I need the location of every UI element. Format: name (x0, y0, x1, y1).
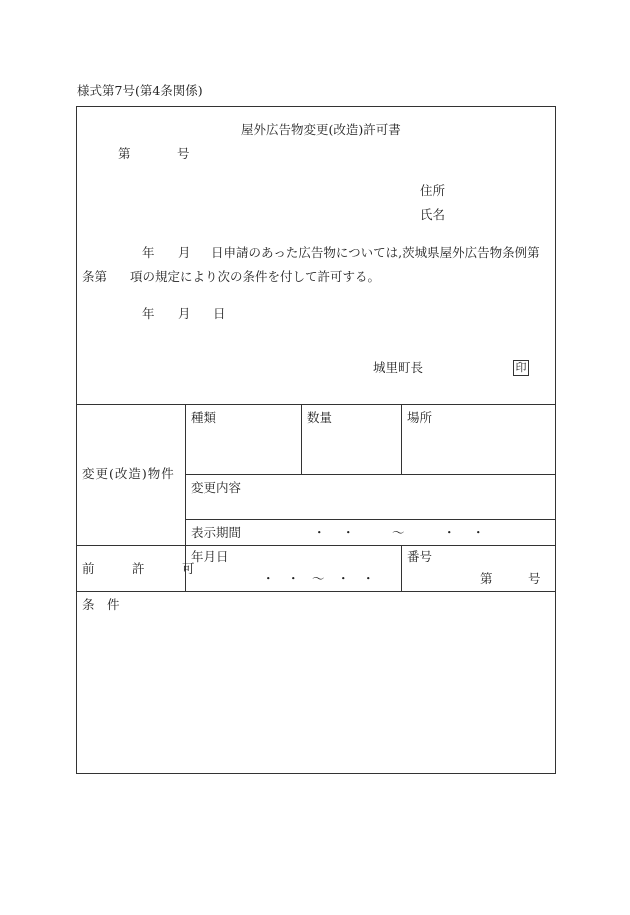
seal-mark: 印 (513, 360, 529, 376)
number-label: 番号 (407, 549, 433, 564)
number-go: 号 (177, 146, 190, 161)
body-line2-start: 条第 (82, 269, 108, 284)
address-label: 住所 (420, 183, 446, 198)
ymd-label: 年月日 (191, 549, 229, 564)
issuer: 城里町長 (373, 360, 424, 375)
conditions-label: 条 件 (82, 597, 120, 612)
quantity-label: 数量 (307, 410, 333, 425)
display-period-label: 表示期間 (191, 525, 242, 540)
prev-dai: 第 (480, 571, 493, 586)
change-content-label: 変更内容 (191, 480, 242, 495)
prev-go: 号 (528, 571, 541, 586)
period-tilde: 〜 (392, 525, 405, 540)
place-label: 場所 (407, 410, 433, 425)
prev-permit-rule (76, 591, 556, 592)
prev-dates: ・ ・ 〜 ・ ・ (262, 571, 375, 586)
change-object-label: 変更(改造)物件 (82, 466, 175, 481)
period-to: ・ ・ (443, 525, 485, 540)
body-month: 月 (178, 245, 191, 260)
kind-quantity-rule (301, 404, 302, 474)
body-line1: 日申請のあった広告物については,茨城県屋外広告物条例第 (211, 245, 540, 260)
quantity-place-rule (401, 404, 402, 474)
document-title: 屋外広告物変更(改造)許可書 (241, 122, 401, 137)
date-year: 年 (142, 306, 155, 321)
date-month: 月 (178, 306, 191, 321)
name-label: 氏名 (420, 207, 446, 222)
period-from: ・ ・ (313, 525, 355, 540)
date-day: 日 (213, 306, 226, 321)
form-number: 様式第7号(第4条関係) (77, 83, 203, 98)
content-row-rule (185, 519, 556, 520)
kind-label: 種類 (191, 410, 217, 425)
form-frame (76, 106, 556, 774)
kind-row-rule (185, 474, 556, 475)
table-top-rule (76, 404, 556, 405)
prev-number-rule (401, 545, 402, 591)
period-row-rule (76, 545, 556, 546)
number-dai: 第 (118, 146, 131, 161)
prev-permit-label: 前 許 可 (82, 561, 195, 576)
body-line2: 項の規定により次の条件を付して許可する。 (130, 269, 381, 284)
body-year: 年 (142, 245, 155, 260)
